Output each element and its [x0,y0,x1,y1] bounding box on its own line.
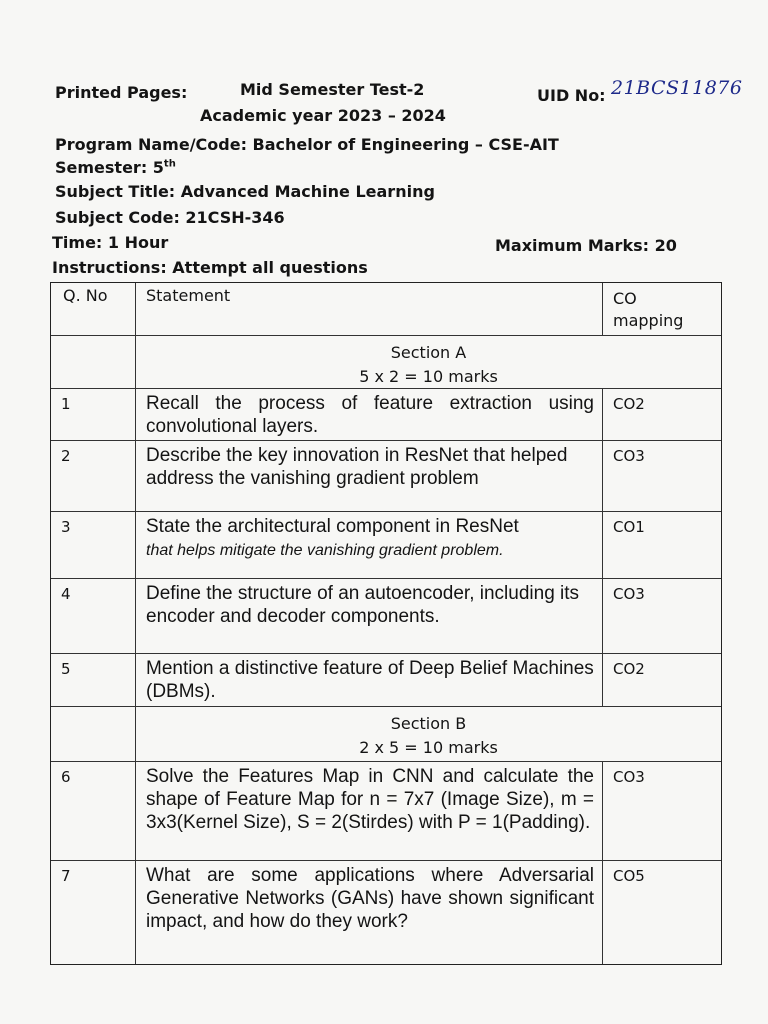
col-statement-header: Statement [136,283,603,335]
question-row [51,653,721,706]
col-qno-header: Q. No [51,283,136,335]
question-number: 5 [51,654,136,706]
question-statement [136,512,603,578]
section-a-row [51,335,721,388]
instructions: Instructions: Attempt all questions [52,258,368,277]
subject-code: Subject Code: 21CSH-346 [55,208,285,227]
question-statement: Recall the process of feature extraction using convolutional layers. [136,389,603,440]
section-a-title: Section A [390,343,467,362]
section-b-marks: 2 x 5 = 10 marks [359,738,498,757]
exam-time: Time: 1 Hour [52,233,169,252]
uid-value: 21BCS11876 [611,77,743,99]
co-mapping: CO3 [613,585,645,603]
col-co-header [603,283,721,335]
max-marks: Maximum Marks: 20 [495,236,677,255]
co-mapping: CO5 [613,867,645,885]
question-statement: Define the structure of an autoencoder, including its encoder and decoder components. [136,579,603,653]
section-b-row [51,706,721,761]
co-mapping: CO3 [613,447,645,465]
question-statement: Mention a distinctive feature of Deep Belief Machines (DBMs). [136,654,603,706]
question-row [51,440,721,511]
question-statement-part1: State the architectural component in ResNet [146,516,519,537]
question-row [51,860,721,964]
co-mapping: CO1 [613,518,645,536]
table-header-row [51,283,721,335]
question-number: 6 [51,762,136,860]
question-row [51,761,721,860]
question-statement: Describe the key innovation in ResNet that helped address the vanishing gradient problem [136,441,603,511]
question-number: 3 [51,512,136,578]
printed-pages-label: Printed Pages: [55,83,188,102]
question-statement-part2: that helps mitigate the vanishing gradient problem. [146,542,504,559]
subject-title: Subject Title: Advanced Machine Learning [55,182,435,201]
section-b-title: Section B [390,714,467,733]
question-number: 1 [51,389,136,440]
semester-sup: th [163,158,176,170]
question-number: 4 [51,579,136,653]
co-mapping: CO2 [613,660,645,678]
question-number: 7 [51,861,136,964]
question-statement: What are some applications where Adversarial Generative Networks (GANs) have shown significant impact, and how do they work? [136,861,603,964]
semester [55,158,176,177]
semester-label: Semester: 5 [55,158,164,177]
question-row [51,511,721,578]
col-co-line2: mapping [613,311,684,330]
uid-label: UID No: [537,86,606,105]
questions-table [50,282,722,965]
question-row [51,388,721,440]
question-statement: Solve the Features Map in CNN and calculate the shape of Feature Map for n = 7x7 (Image Size), m = 3x3(Kernel Size), S = 2(Stirdes) with P = 1(Padding). [136,762,603,860]
question-number: 2 [51,441,136,511]
question-row [51,578,721,653]
test-title: Mid Semester Test-2 [240,80,425,99]
section-a-marks: 5 x 2 = 10 marks [359,367,498,386]
col-co-line1: CO [613,289,637,308]
co-mapping: CO2 [613,395,645,413]
co-mapping: CO3 [613,768,645,786]
academic-year: Academic year 2023 – 2024 [200,106,446,125]
program-name: Program Name/Code: Bachelor of Engineering – CSE-AIT [55,135,559,154]
